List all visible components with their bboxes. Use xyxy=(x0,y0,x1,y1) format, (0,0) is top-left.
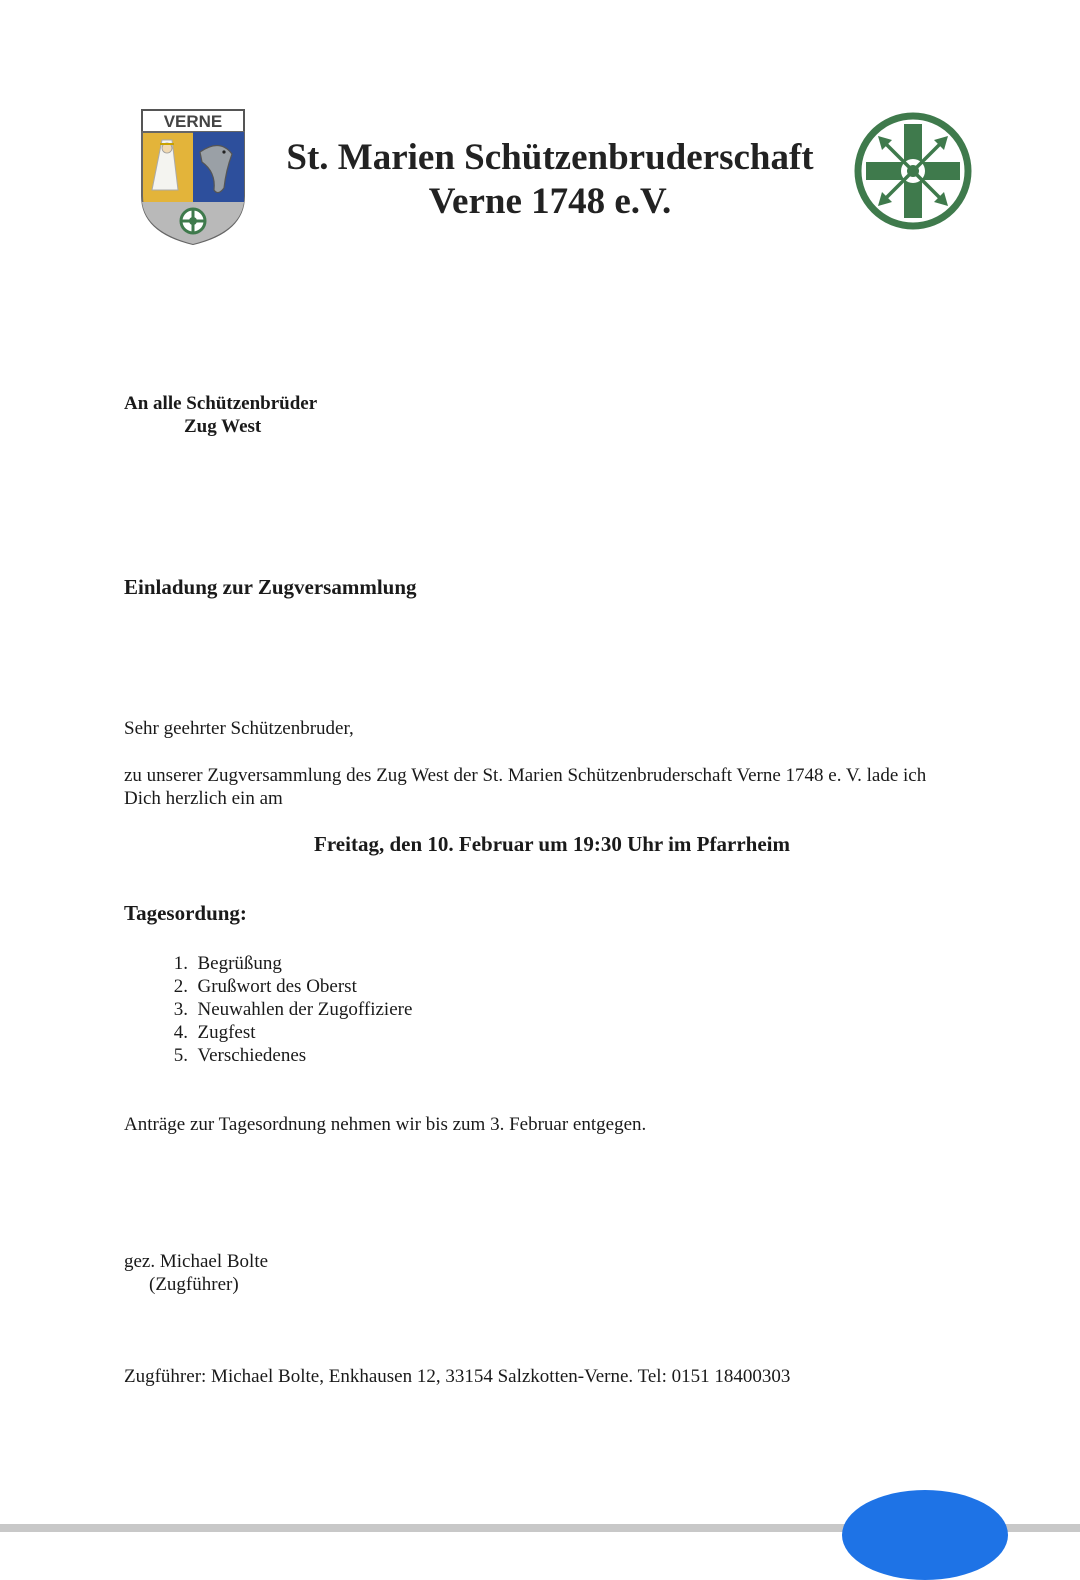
event-date-line: Freitag, den 10. Februar um 19:30 Uhr im Pfarrheim xyxy=(314,832,790,856)
motions-note: Anträge zur Tagesordnung nehmen wir bis zum 3. Februar entgegen. xyxy=(124,1114,647,1135)
agenda-heading: Tagesordung: xyxy=(124,901,247,925)
organization-name xyxy=(262,136,838,224)
agenda-item-label: Grußwort des Oberst xyxy=(197,976,357,997)
subject-heading: Einladung zur Zugversammlung xyxy=(124,575,417,599)
agenda-item-number: 3. xyxy=(173,999,188,1020)
agenda-item xyxy=(150,1044,412,1067)
agenda-item-number: 1. xyxy=(173,953,188,974)
agenda-item-label: Verschiedenes xyxy=(197,1045,307,1066)
crest-label: VERNE xyxy=(163,112,223,131)
floating-action-button[interactable] xyxy=(842,1490,1008,1580)
agenda-item-label: Begrüßung xyxy=(197,953,282,974)
brotherhood-emblem-icon xyxy=(854,112,972,230)
organization-name-line2: Verne 1748 e.V. xyxy=(428,181,672,222)
agenda-item-number: 5. xyxy=(173,1045,188,1066)
agenda-item xyxy=(150,975,412,998)
contact-footer: Zugführer: Michael Bolte, Enkhausen 12, 33154 Salzkotten-Verne. Tel: 0151 18400303 xyxy=(124,1366,791,1387)
agenda-list xyxy=(150,952,412,1067)
signature-name: gez. Michael Bolte xyxy=(124,1251,269,1272)
recipient-line2: Zug West xyxy=(184,416,262,437)
agenda-item xyxy=(150,952,412,975)
verne-crest-icon xyxy=(140,108,246,246)
agenda-item xyxy=(150,1021,412,1044)
salutation: Sehr geehrter Schützenbruder, xyxy=(124,718,354,739)
organization-name-line1: St. Marien Schützenbruderschaft xyxy=(286,137,814,178)
signature-role: (Zugführer) xyxy=(149,1274,239,1295)
agenda-item-number: 2. xyxy=(173,976,188,997)
invitation-line2: Dich herzlich ein am xyxy=(124,788,283,809)
agenda-item-number: 4. xyxy=(173,1022,188,1043)
recipient-line1: An alle Schützenbrüder xyxy=(124,393,318,414)
invitation-paragraph xyxy=(124,764,994,810)
agenda-item-label: Neuwahlen der Zugoffiziere xyxy=(197,999,413,1020)
agenda-item-label: Zugfest xyxy=(197,1022,256,1043)
invitation-line1: zu unserer Zugversammlung des Zug West der St. Marien Schützenbruderschaft Verne 1748 e. V. lade ich xyxy=(124,765,927,786)
agenda-item xyxy=(150,998,412,1021)
